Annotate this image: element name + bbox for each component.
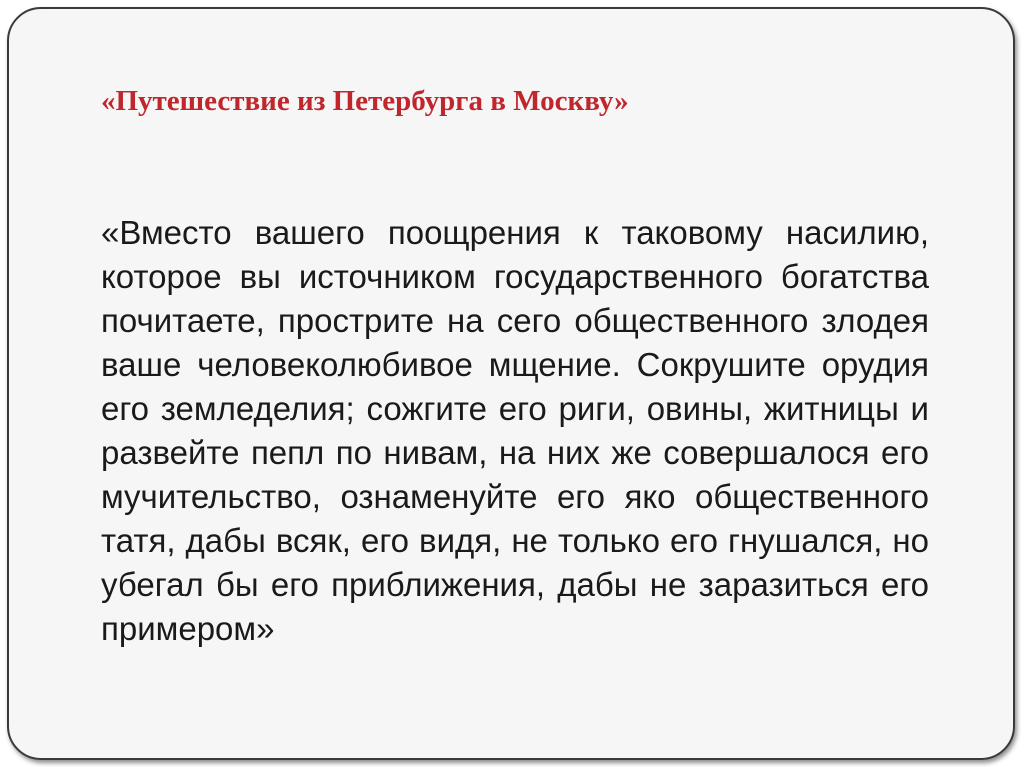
slide <box>7 7 1015 760</box>
slide-title: «Путешествие из Петербурга в Москву» <box>101 85 629 117</box>
quote-text: «Вместо вашего поощрения к таковому насилию, которое вы источником государственного богатства почитаете, прострите на сего общественного злодея ваше человеколюбивое мщение. Сокрушите орудия его земледелия; сожгите его риги, овины, житницы и развейте пепл по нивам, на них же совершалося его мучительство, ознаменуйте его яко общественного татя, дабы всяк, его видя, не только его гнушался, но убегал бы его приближения, дабы не заразиться его примером» <box>101 214 929 647</box>
